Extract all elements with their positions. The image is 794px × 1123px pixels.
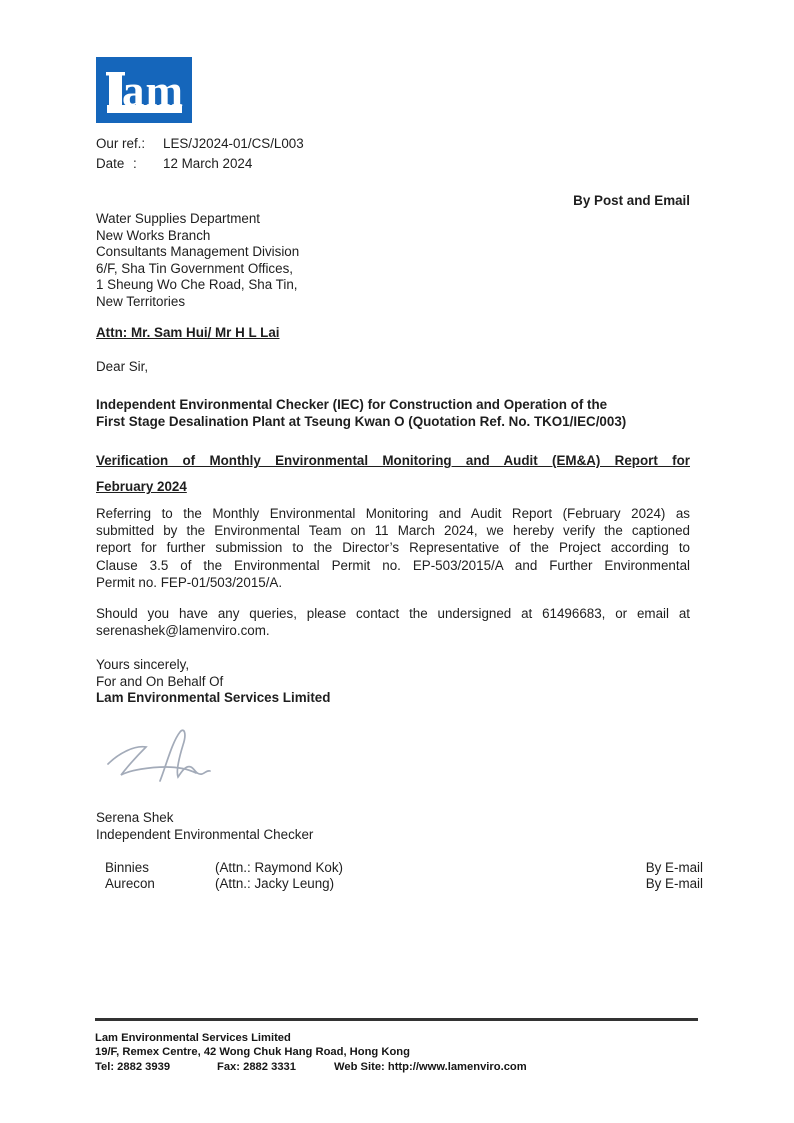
- address-line: 1 Sheung Wo Che Road, Sha Tin,: [96, 277, 298, 292]
- footer-company: Lam Environmental Services Limited: [95, 1031, 291, 1044]
- email-link[interactable]: serenashek@lamenviro.com.: [96, 623, 270, 639]
- footer-website-link[interactable]: Web Site: http://www.lamenviro.com: [334, 1060, 527, 1073]
- attention-line: Attn: Mr. Sam Hui/ Mr H L Lai: [96, 325, 280, 340]
- footer-address: 19/F, Remex Centre, 42 Wong Chuk Hang Road, Hong Kong: [95, 1046, 410, 1058]
- subject-block: [96, 396, 690, 430]
- delivery-method: By Post and Email: [573, 193, 690, 208]
- address-line: 6/F, Sha Tin Government Offices,: [96, 260, 293, 276]
- signer-block: [96, 809, 690, 843]
- footer-divider: [95, 1018, 698, 1021]
- salutation: Dear Sir,: [96, 359, 149, 374]
- reference-block: [96, 134, 690, 174]
- paragraph-line: report for further submission to the Director’s Representative of the Project according to: [96, 540, 690, 556]
- cc-method: By E-mail: [645, 859, 703, 875]
- signature-image: [100, 724, 690, 792]
- our-ref-line: [96, 134, 690, 154]
- address-line: New Works Branch: [96, 227, 211, 243]
- address-line: New Territories: [96, 293, 186, 309]
- cc-method: By E-mail: [645, 876, 703, 892]
- body-paragraph-2: [96, 605, 690, 639]
- verification-heading: [96, 453, 690, 495]
- cc-row: [96, 860, 703, 877]
- date-line: [96, 154, 690, 174]
- closing-company-name: Lam Environmental Services Limited: [96, 690, 331, 706]
- cc-row: [96, 876, 703, 893]
- date-colon: :: [133, 156, 137, 171]
- paragraph-line: Permit no. FEP-01/503/2015/A.: [96, 574, 283, 590]
- date-value: 12 March 2024: [163, 156, 253, 171]
- body-paragraph-1: [96, 505, 690, 591]
- subject-line: Independent Environmental Checker (IEC) for Construction and Operation of the: [96, 397, 608, 412]
- cc-list: [96, 860, 703, 893]
- closing-block: [96, 657, 690, 707]
- closing-line: For and On Behalf Of: [96, 673, 224, 689]
- letter-content: [96, 0, 703, 893]
- footer-tel: Tel: 2882 3939: [95, 1060, 171, 1073]
- our-ref-label: Our ref.:: [96, 136, 146, 151]
- footer-fax: Fax: 2882 3331: [217, 1060, 296, 1073]
- date-label: Date: [96, 156, 125, 171]
- logo-am-text: am: [122, 66, 184, 116]
- footer-contact-line: [95, 1060, 698, 1075]
- heading-line: Verification of Monthly Environmental Monitoring and Audit (EM&A) Report for: [96, 453, 690, 468]
- paragraph-line: submitted by the Environmental Team on 11 March 2024, we hereby verify the captioned: [96, 523, 690, 539]
- subject-line: First Stage Desalination Plant at Tseung Kwan O (Quotation Ref. No. TKO1/IEC/003): [96, 414, 627, 429]
- closing-line: Yours sincerely,: [96, 657, 190, 673]
- letter-footer: [95, 1018, 698, 1074]
- cc-attn: (Attn.: Raymond Kok): [215, 859, 344, 875]
- paragraph-line: Referring to the Monthly Environmental Monitoring and Audit Report (February 2024) as: [96, 506, 690, 521]
- cc-name: Aurecon: [105, 876, 155, 892]
- cc-name: Binnies: [105, 859, 149, 875]
- recipient-address: [96, 211, 690, 310]
- our-ref-value: LES/J2024-01/CS/L003: [163, 136, 304, 151]
- paragraph-line: Clause 3.5 of the Environmental Permit no. EP-503/2015/A and Further Environmental: [96, 557, 690, 573]
- signer-title: Independent Environmental Checker: [96, 826, 314, 842]
- address-line: Water Supplies Department: [96, 211, 260, 226]
- lam-logo-graphic: [96, 57, 192, 123]
- paragraph-line: Should you have any queries, please contact the undersigned at 61496683, or email at: [96, 606, 690, 622]
- cc-attn: (Attn.: Jacky Leung): [215, 876, 335, 892]
- signature-graphic: [100, 724, 220, 792]
- address-line: Consultants Management Division: [96, 244, 300, 259]
- company-logo: [96, 57, 192, 123]
- signer-name: Serena Shek: [96, 809, 174, 825]
- heading-line: February 2024: [96, 479, 187, 494]
